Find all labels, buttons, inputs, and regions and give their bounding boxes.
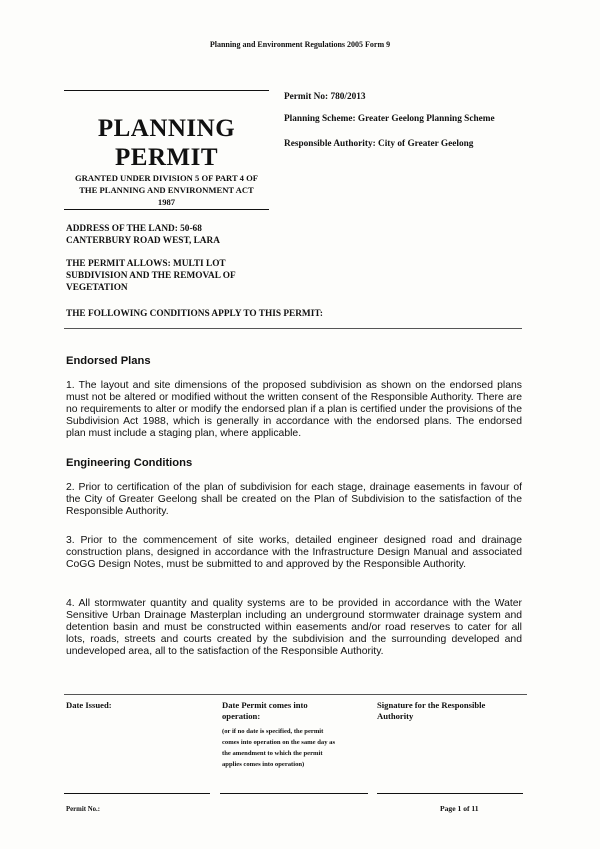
page-number: Page 1 of 11 bbox=[440, 804, 479, 813]
endorsed-plans-heading: Endorsed Plans bbox=[66, 355, 151, 367]
date-comes-line1: Date Permit comes into bbox=[222, 700, 308, 710]
permit-title-line2: PERMIT bbox=[115, 144, 218, 171]
land-address bbox=[66, 223, 286, 247]
planning-scheme: Planning Scheme: Greater Geelong Planning Scheme bbox=[284, 114, 495, 124]
permit-box-top-rule bbox=[64, 90, 269, 91]
signature-label bbox=[377, 700, 527, 722]
date-issued-label: Date Issued: bbox=[66, 700, 112, 710]
responsible-authority: Responsible Authority: City of Greater Geelong bbox=[284, 139, 474, 149]
allows-line2: SUBDIVISION AND THE REMOVAL OF bbox=[66, 271, 236, 281]
date-operation-note bbox=[222, 726, 372, 770]
conditions-apply-heading: THE FOLLOWING CONDITIONS APPLY TO THIS PERMIT: bbox=[66, 309, 323, 319]
date-operation-signature-line bbox=[220, 793, 368, 794]
condition-4: 4. All stormwater quantity and quality systems are to be provided in accordance with the Water Sensitive Urban Drainage Masterplan including an underground stormwater drainage system and detention basin and must be constructed within easements and/or road reserves to cater for all lots, roads, streets and courts created by the subdivision and the surrounding developed and undeveloped area, all to the satisfaction of the Responsible Authority. bbox=[66, 598, 522, 658]
date-note-line2: comes into operation on the same day as bbox=[222, 739, 336, 746]
engineering-conditions-heading: Engineering Conditions bbox=[66, 457, 193, 469]
permit-title bbox=[64, 114, 269, 172]
condition-3: 3. Prior to the commencement of site works, detailed engineer designed road and drainage construction plans, designed in accordance with the Infrastructure Design Manual and associated CoGG Design Notes, must be submitted to and approved by the Responsible Authority. bbox=[66, 535, 522, 571]
conditions-divider bbox=[64, 328, 522, 329]
authority-signature-line bbox=[377, 793, 523, 794]
allows-line3: VEGETATION bbox=[66, 283, 128, 293]
signature-line2: Authority bbox=[377, 711, 414, 721]
permit-title-line1: PLANNING bbox=[97, 115, 236, 142]
date-comes-line2: operation: bbox=[222, 711, 261, 721]
form-header: Planning and Environment Regulations 2005 Form 9 bbox=[209, 40, 391, 49]
granted-under-text bbox=[64, 172, 269, 208]
address-line1: ADDRESS OF THE LAND: 50-68 bbox=[66, 224, 202, 234]
footer-top-rule bbox=[64, 694, 527, 695]
address-line2: CANTERBURY ROAD WEST, LARA bbox=[66, 236, 220, 246]
condition-2: 2. Prior to certification of the plan of subdivision for each stage, drainage easements in favour of the City of Greater Geelong shall be created on the Plan of Subdivision to the satisfaction of the Responsible Authority. bbox=[66, 482, 522, 518]
footer-permit-no-label: Permit No.: bbox=[66, 806, 100, 813]
permit-allows bbox=[66, 258, 296, 294]
date-issued-signature-line bbox=[64, 793, 210, 794]
permit-number: Permit No: 780/2013 bbox=[284, 92, 366, 102]
granted-line3: 1987 bbox=[157, 197, 176, 207]
date-comes-into-operation-label bbox=[222, 700, 372, 722]
permit-box-bottom-rule bbox=[64, 209, 269, 210]
allows-line1: THE PERMIT ALLOWS: MULTI LOT bbox=[66, 259, 226, 269]
date-note-line1: (or if no date is specified, the permit bbox=[222, 728, 324, 735]
date-note-line3: the amendment to which the permit bbox=[222, 750, 323, 757]
condition-1: 1. The layout and site dimensions of the proposed subdivision as shown on the endorsed plans must not be altered or modified without the written consent of the Responsible Authority. There are no requirements to alter or modify the endorsed plan if a plan is certified under the provisions of the Subdivision Act 1988, which is generally in accordance with the endorsed plans. The endorsed plan must include a staging plan, where applicable. bbox=[66, 380, 522, 440]
signature-line1: Signature for the Responsible bbox=[377, 700, 486, 710]
granted-line2: THE PLANNING AND ENVIRONMENT ACT bbox=[79, 185, 254, 195]
date-note-line4: applies comes into operation) bbox=[222, 761, 305, 768]
granted-line1: GRANTED UNDER DIVISION 5 OF PART 4 OF bbox=[74, 173, 259, 183]
